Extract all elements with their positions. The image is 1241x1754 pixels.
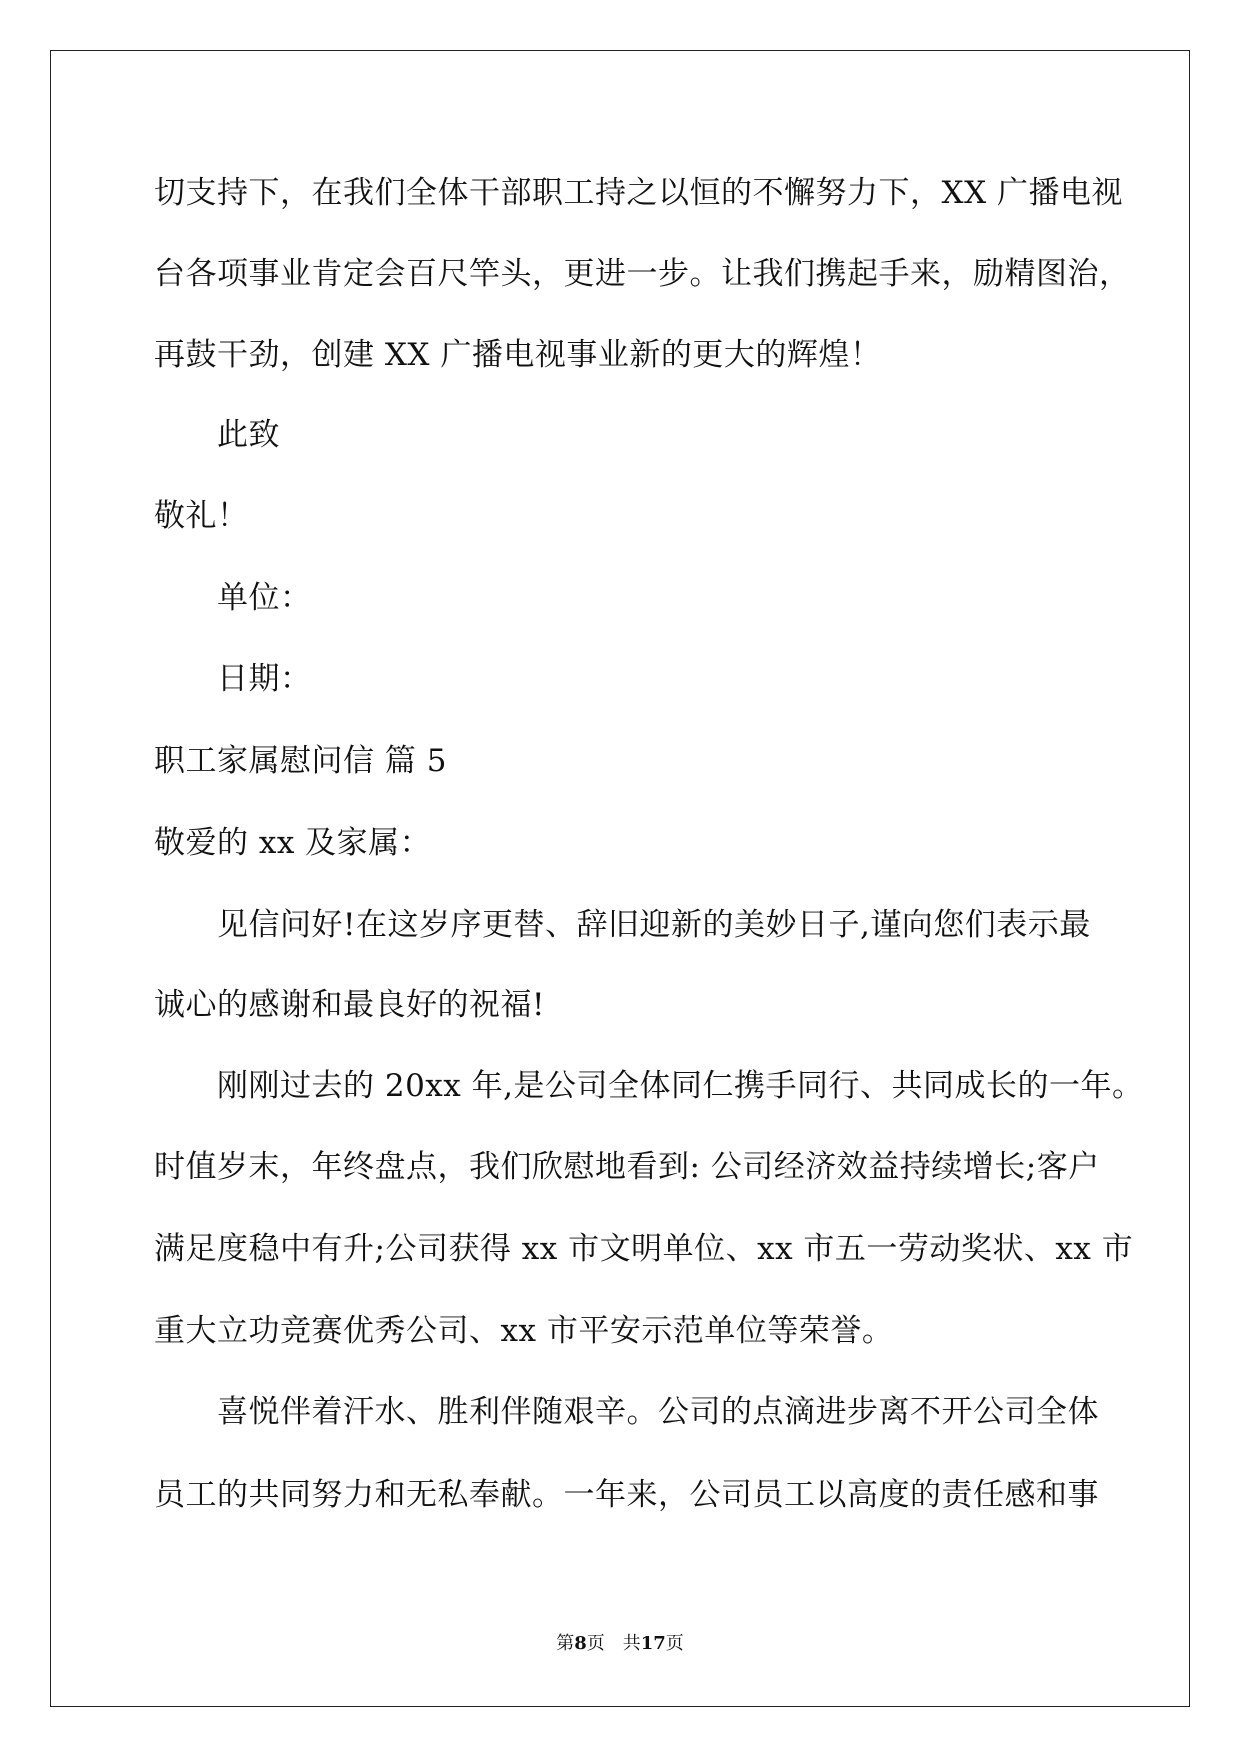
- page-prefix: 第: [556, 1633, 575, 1654]
- text-line: 时值岁末，年终盘点，我们欣慰地看到: 公司经济效益持续增长;客户: [154, 1149, 1100, 1185]
- text-line: 再鼓干劲，创建 XX 广播电视事业新的更大的辉煌！: [154, 337, 882, 373]
- page-border: [50, 50, 1190, 1707]
- text-line: 满足度稳中有升;公司获得 xx 市文明单位、xx 市五一劳动奖状、xx 市: [154, 1231, 1134, 1267]
- signature-unit: 单位：: [217, 580, 312, 616]
- text-line: 见信问好!在这岁序更替、辞旧迎新的美妙日子,谨向您们表示最: [217, 907, 1091, 943]
- text-line: 刚刚过去的 20xx 年,是公司全体同仁携手同行、共同成长的一年。: [217, 1068, 1144, 1104]
- text-line: 诚心的感谢和最良好的祝福!: [154, 987, 545, 1023]
- letter-greeting: 敬爱的 xx 及家属：: [154, 825, 432, 861]
- signature-date: 日期：: [217, 661, 312, 697]
- total-prefix: 共: [622, 1633, 641, 1654]
- text-line: 切支持下，在我们全体干部职工持之以恒的不懈努力下，XX 广播电视: [154, 175, 1123, 211]
- closing-regards: 敬礼！: [154, 498, 249, 534]
- text-line: 员工的共同努力和无私奉献。一年来，公司员工以高度的责任感和事: [154, 1477, 1099, 1513]
- text-line: 重大立功竞赛优秀公司、xx 市平安示范单位等荣誉。: [154, 1313, 894, 1349]
- total-suffix: 页: [665, 1633, 684, 1654]
- page-suffix: 页: [586, 1633, 605, 1654]
- closing-salutation: 此致: [217, 417, 280, 453]
- text-line: 台各项事业肯定会百尺竿头，更进一步。让我们携起手来，励精图治，: [154, 256, 1131, 292]
- page-number: 8: [574, 1633, 587, 1654]
- section-title: 职工家属慰问信 篇 5: [154, 743, 447, 779]
- page-footer: [520, 1630, 720, 1658]
- total-pages: 17: [640, 1633, 666, 1654]
- text-line: 喜悦伴着汗水、胜利伴随艰辛。公司的点滴进步离不开公司全体: [217, 1394, 1099, 1430]
